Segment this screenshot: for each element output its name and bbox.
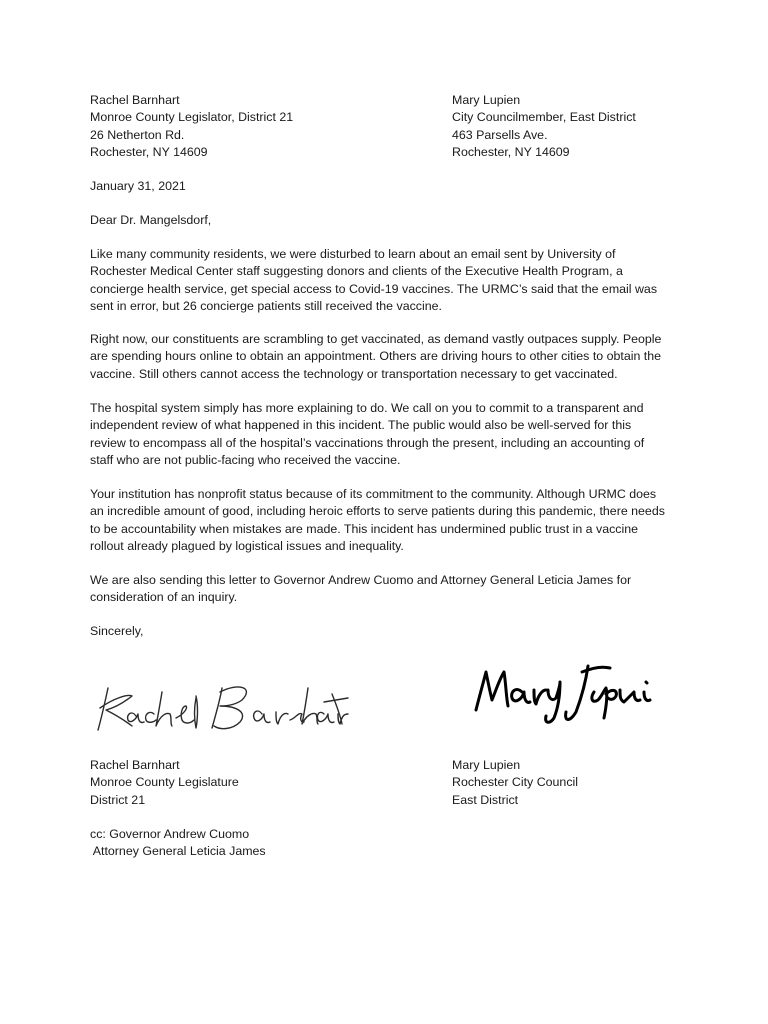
paragraph-line: to be accountability when mistakes are made. This incident has undermined public trust in a vaccine <box>90 521 639 536</box>
paragraph-line: rollout already plagued by logistical issues and inequality. <box>90 539 404 554</box>
paragraph-line: sent in error, but 26 concierge patients still received the vaccine. <box>90 299 442 314</box>
cc-block <box>90 826 266 861</box>
sender-left-address <box>90 92 293 162</box>
signature-left-image <box>92 674 352 738</box>
signer-left-district: District 21 <box>90 792 146 807</box>
paragraph-line: consideration of an inquiry. <box>90 590 238 605</box>
sender-right-title: City Councilmember, East District <box>452 110 636 125</box>
signer-left-block <box>90 757 239 809</box>
paragraph-line: independent review of what happened in this incident. The public would also be well-served for this <box>90 418 632 433</box>
sender-right-name: Mary Lupien <box>452 93 521 107</box>
paragraph-line: staff who are not public-facing who received the vaccine. <box>90 453 401 468</box>
signature-right <box>470 652 660 732</box>
paragraph-line: Right now, our constituents are scrambling to get vaccinated, as demand vastly outpaces supply. People <box>90 332 662 346</box>
paragraph-line: review to encompass all of the hospital’s vaccinations through the present, including an accounting of <box>90 435 645 450</box>
body-paragraph-2 <box>90 331 690 383</box>
body-paragraph-5 <box>90 572 690 607</box>
signer-right-district: East District <box>452 792 519 807</box>
paragraph-line: are spending hours online to obtain an appointment. Others are driving hours to other cities to obtain the <box>90 349 662 364</box>
paragraph-line: vaccine. Still others cannot access the technology or transportation necessary to get vaccinated. <box>90 366 618 381</box>
paragraph-line: concierge health service, get special access to Covid-19 vaccines. The URMC’s said that the email was <box>90 281 658 296</box>
paragraph-line: The hospital system simply has more explaining to do. We call on you to commit to a transparent and <box>90 401 644 415</box>
paragraph-line: Like many community residents, we were disturbed to learn about an email sent by University of <box>90 247 616 261</box>
sender-left-street: 26 Netherton Rd. <box>90 127 185 142</box>
sender-left-title: Monroe County Legislator, District 21 <box>90 110 294 125</box>
sender-left-city: Rochester, NY 14609 <box>90 145 208 160</box>
paragraph-line: Your institution has nonprofit status because of its commitment to the community. Although URMC does <box>90 487 657 501</box>
signer-left-name: Rachel Barnhart <box>90 758 180 772</box>
cc-line-2: Attorney General Leticia James <box>90 844 266 859</box>
body-paragraph-3 <box>90 400 690 470</box>
signature-right-image <box>470 652 660 732</box>
sender-right-address <box>452 92 636 162</box>
body-paragraph-4 <box>90 486 690 556</box>
sender-left-name: Rachel Barnhart <box>90 93 180 107</box>
paragraph-line: Rochester Medical Center staff suggesting donors and clients of the Executive Health Program, a <box>90 264 623 279</box>
signer-left-org: Monroe County Legislature <box>90 775 239 790</box>
body-paragraph-1 <box>90 246 690 316</box>
sender-right-street: 463 Parsells Ave. <box>452 127 548 142</box>
signature-left <box>92 674 352 738</box>
signer-right-org: Rochester City Council <box>452 775 579 790</box>
signer-right-name: Mary Lupien <box>452 758 521 772</box>
paragraph-line: an incredible amount of good, including heroic efforts to serve patients during this pandemic, there needs <box>90 504 665 519</box>
letter-date: January 31, 2021 <box>90 179 186 193</box>
signer-right-block <box>452 757 578 809</box>
sender-right-city: Rochester, NY 14609 <box>452 145 570 160</box>
paragraph-line: We are also sending this letter to Governor Andrew Cuomo and Attorney General Leticia James for <box>90 573 632 587</box>
cc-line-1: cc: Governor Andrew Cuomo <box>90 827 250 841</box>
closing: Sincerely, <box>90 624 144 638</box>
salutation: Dear Dr. Mangelsdorf, <box>90 213 212 227</box>
